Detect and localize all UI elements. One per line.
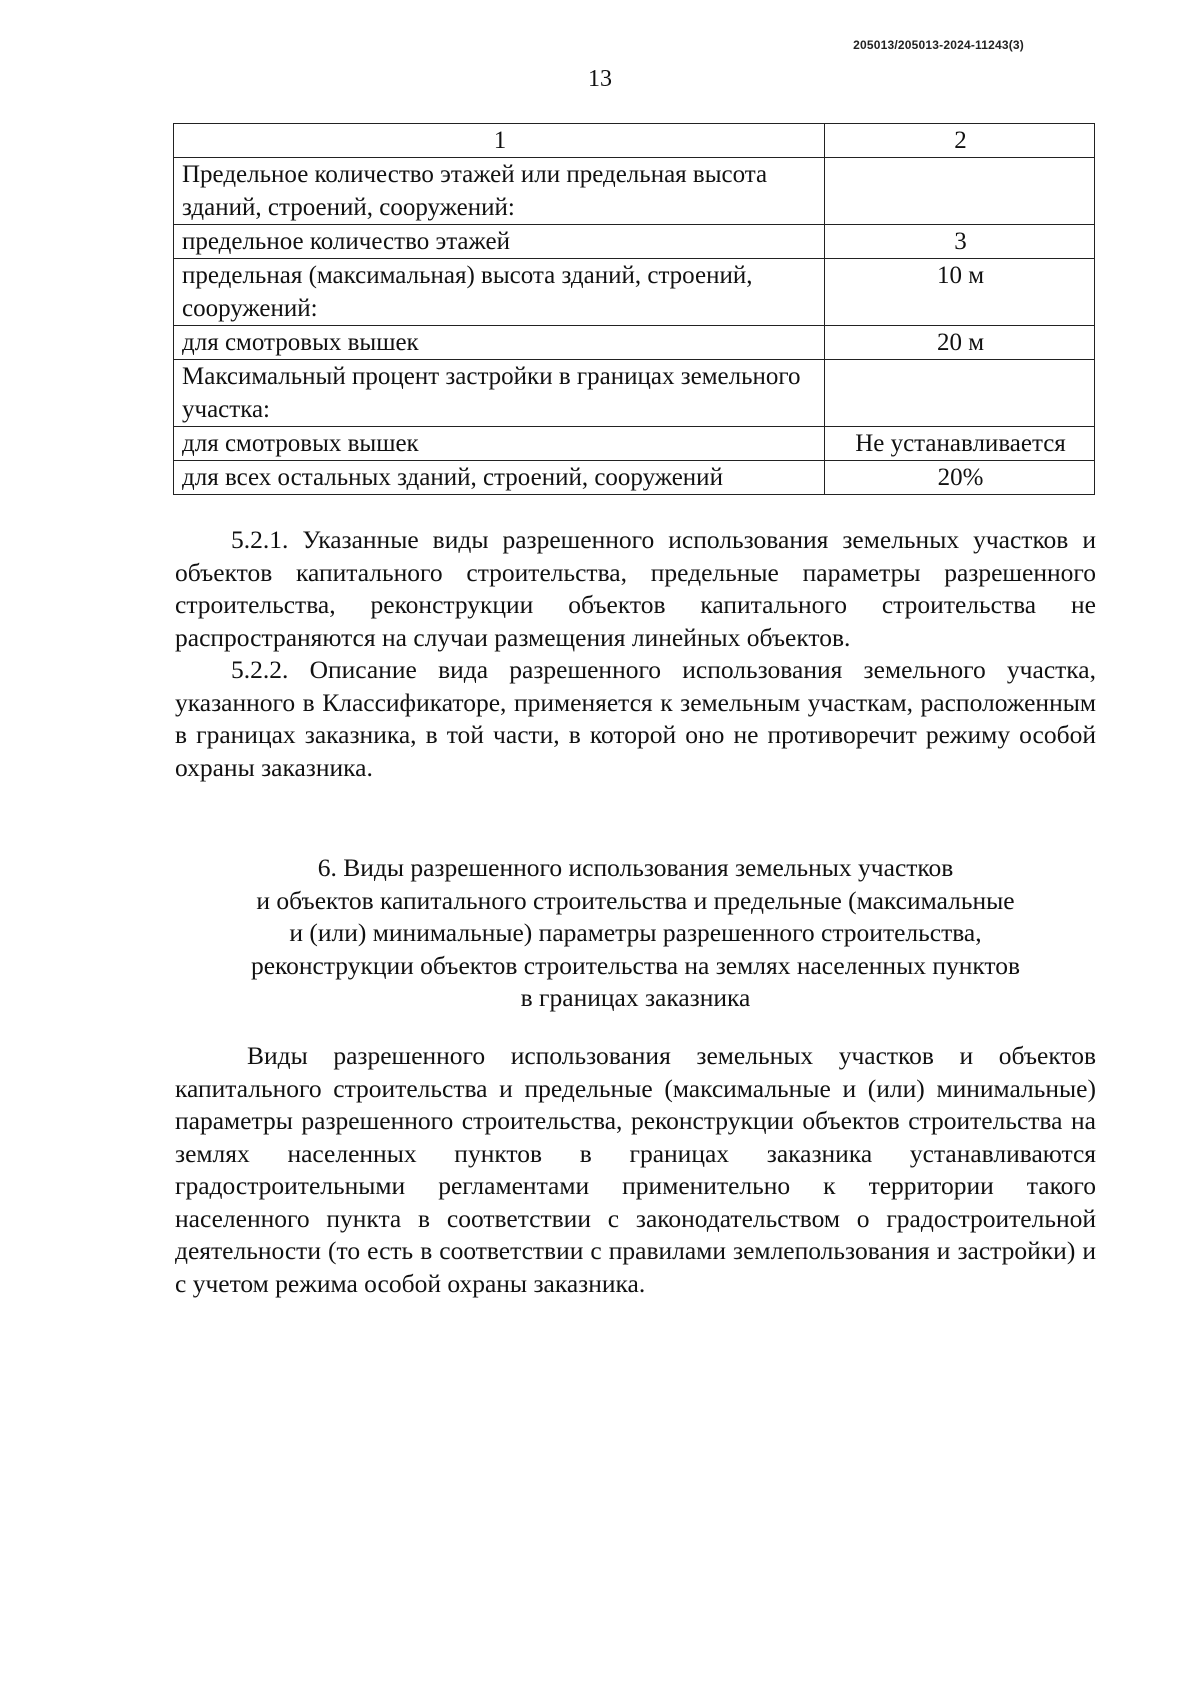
column-header: 2: [825, 124, 1095, 158]
table-cell-label: Предельное количество этажей или предельная высота зданий, строений, сооружений:: [174, 158, 825, 225]
table-row: [174, 461, 1095, 495]
section-6-heading: 6. Виды разрешенного использования земельных участков и объектов капитального строительства и предельные (максимальные и (или) минимальные) параметры разрешенного строительства, реконструкции объектов строительства на землях населенных пунктов в границах заказника: [250, 853, 1021, 1012]
table-row: [174, 427, 1095, 461]
clause-5-2-1: 5.2.1. Указанные виды разрешенного использования земельных участков и объектов капитального строительства, предельные параметры разрешенного строительства, реконструкции объектов капитального строительства не распространяются на случаи размещения линейных объектов.: [175, 525, 1096, 652]
table-cell-value: 3: [825, 225, 1095, 259]
section-6-text: Виды разрешенного использования земельных участков и объектов капитального строительства и предельные (максимальные и (или) минимальные) параметры разрешенного строительства, реконструкции объектов строительства на землях населенных пунктов в границах заказника устанавливаются градостроительными регламентами применительно к территории такого населенного пункта в соответствии с законодательством о градостроительной деятельности (то есть в соответствии с правилами землепользования и застройки) и с учетом режима особой охраны заказника.: [175, 1041, 1096, 1298]
table-cell-value: Не устанавливается: [825, 427, 1095, 461]
column-header: 1: [174, 124, 825, 158]
table-cell-label: для смотровых вышек: [174, 326, 825, 360]
table-row: [174, 158, 1095, 225]
table-cell-label: Максимальный процент застройки в границах земельного участка:: [174, 360, 825, 427]
clauses-block: [175, 524, 1096, 784]
table-row: [174, 360, 1095, 427]
parameters-table: [173, 123, 1095, 495]
table-cell-value: [825, 158, 1095, 225]
table-cell-value: 20%: [825, 461, 1095, 495]
table-cell-value: 10 м: [825, 259, 1095, 326]
document-id: 205013/205013-2024-11243(3): [853, 38, 1024, 52]
table-cell-label: для смотровых вышек: [174, 427, 825, 461]
table-cell-label: предельное количество этажей: [174, 225, 825, 259]
table-cell-value: 20 м: [825, 326, 1095, 360]
page-number: 13: [588, 66, 612, 92]
table-row: [174, 326, 1095, 360]
table-row: [174, 225, 1095, 259]
table-cell-value: [825, 360, 1095, 427]
table-cell-label: для всех остальных зданий, строений, сооружений: [174, 461, 825, 495]
table-row: [174, 259, 1095, 326]
table-header-row: [174, 124, 1095, 158]
table-cell-label: предельная (максимальная) высота зданий, строений, сооружений:: [174, 259, 825, 326]
clause-5-2-2: 5.2.2. Описание вида разрешенного использования земельного участка, указанного в Классификаторе, применяется к земельным участкам, расположенным в границах заказника, в той части, в которой оно не противоречит режиму особой охраны заказника.: [175, 655, 1096, 782]
